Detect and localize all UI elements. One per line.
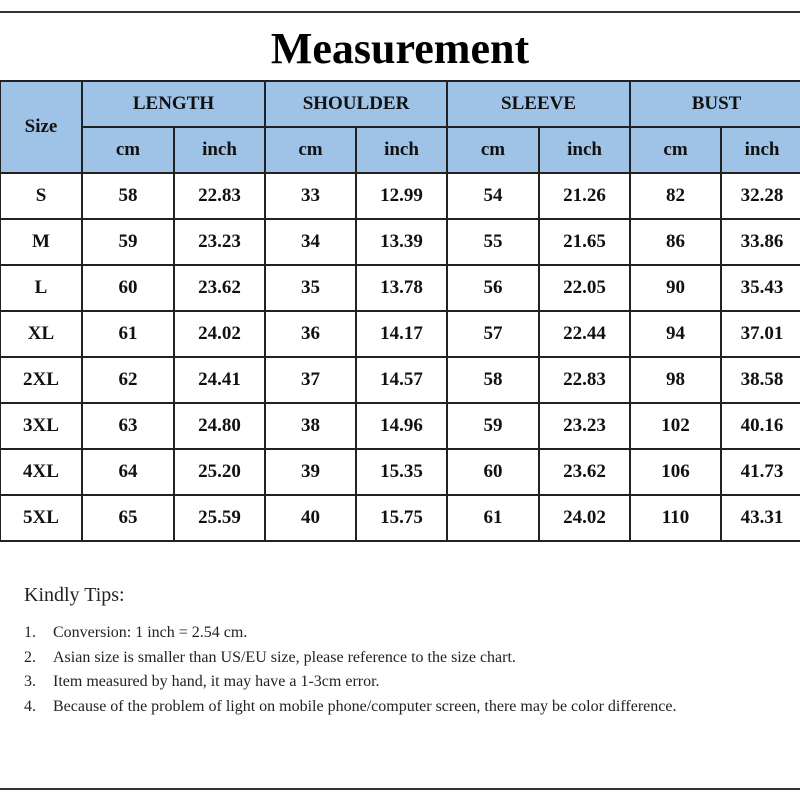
size-cell: 2XL	[0, 357, 82, 403]
value-cell: 35.43	[721, 265, 800, 311]
tip-number: 3.	[24, 673, 36, 690]
value-cell: 94	[630, 311, 721, 357]
group-header-shoulder: SHOULDER	[265, 81, 447, 127]
unit-header: cm	[447, 127, 539, 173]
value-cell: 106	[630, 449, 721, 495]
table-row	[0, 265, 800, 311]
value-cell: 82	[630, 173, 721, 219]
table-row	[0, 403, 800, 449]
value-cell: 33	[265, 173, 356, 219]
value-cell: 62	[82, 357, 174, 403]
table-row	[0, 173, 800, 219]
value-cell: 110	[630, 495, 721, 541]
value-cell: 90	[630, 265, 721, 311]
value-cell: 15.35	[356, 449, 447, 495]
value-cell: 15.75	[356, 495, 447, 541]
value-cell: 40	[265, 495, 356, 541]
value-cell: 23.23	[174, 219, 265, 265]
unit-header: inch	[539, 127, 630, 173]
value-cell: 34	[265, 219, 356, 265]
unit-header: inch	[356, 127, 447, 173]
value-cell: 12.99	[356, 173, 447, 219]
group-header-bust: BUST	[630, 81, 800, 127]
table-row	[0, 219, 800, 265]
tip-text: Conversion: 1 inch = 2.54 cm.	[53, 624, 248, 641]
value-cell: 57	[447, 311, 539, 357]
value-cell: 38	[265, 403, 356, 449]
value-cell: 22.83	[539, 357, 630, 403]
tips-heading: Kindly Tips:	[24, 584, 125, 606]
tip-text: Item measured by hand, it may have a 1-3cm error.	[53, 673, 380, 690]
tip-item	[24, 646, 744, 671]
value-cell: 56	[447, 265, 539, 311]
value-cell: 40.16	[721, 403, 800, 449]
header-row-units	[0, 127, 800, 173]
value-cell: 43.31	[721, 495, 800, 541]
value-cell: 21.26	[539, 173, 630, 219]
size-cell: S	[0, 173, 82, 219]
value-cell: 63	[82, 403, 174, 449]
value-cell: 37.01	[721, 311, 800, 357]
tip-number: 1.	[24, 624, 36, 641]
value-cell: 21.65	[539, 219, 630, 265]
value-cell: 32.28	[721, 173, 800, 219]
value-cell: 65	[82, 495, 174, 541]
value-cell: 13.39	[356, 219, 447, 265]
kindly-tips-section	[24, 584, 744, 719]
value-cell: 22.83	[174, 173, 265, 219]
value-cell: 54	[447, 173, 539, 219]
size-cell: L	[0, 265, 82, 311]
tip-item	[24, 670, 744, 695]
size-cell: 3XL	[0, 403, 82, 449]
table-row	[0, 311, 800, 357]
value-cell: 59	[82, 219, 174, 265]
size-cell: XL	[0, 311, 82, 357]
value-cell: 23.62	[539, 449, 630, 495]
unit-header: cm	[82, 127, 174, 173]
value-cell: 24.02	[539, 495, 630, 541]
tip-number: 2.	[24, 648, 36, 666]
tip-item	[24, 695, 744, 720]
unit-header: cm	[265, 127, 356, 173]
value-cell: 86	[630, 219, 721, 265]
value-cell: 14.96	[356, 403, 447, 449]
unit-header: inch	[721, 127, 800, 173]
value-cell: 37	[265, 357, 356, 403]
tip-number: 4.	[24, 697, 36, 715]
size-cell: M	[0, 219, 82, 265]
value-cell: 24.02	[174, 311, 265, 357]
value-cell: 35	[265, 265, 356, 311]
value-cell: 33.86	[721, 219, 800, 265]
value-cell: 13.78	[356, 265, 447, 311]
unit-header: inch	[174, 127, 265, 173]
value-cell: 14.17	[356, 311, 447, 357]
size-chart-table	[0, 80, 800, 542]
value-cell: 23.62	[174, 265, 265, 311]
header-row-groups	[0, 81, 800, 127]
page-title: Measurement	[270, 24, 530, 73]
value-cell: 23.23	[539, 403, 630, 449]
tips-list	[24, 621, 744, 719]
table-row	[0, 357, 800, 403]
group-header-sleeve: SLEEVE	[447, 81, 630, 127]
bottom-divider	[0, 788, 800, 790]
value-cell: 39	[265, 449, 356, 495]
group-header-length: LENGTH	[82, 81, 265, 127]
value-cell: 55	[447, 219, 539, 265]
tip-text: Because of the problem of light on mobile phone/computer screen, there may be color difference.	[53, 697, 677, 715]
size-cell: 4XL	[0, 449, 82, 495]
tip-text: Asian size is smaller than US/EU size, please reference to the size chart.	[53, 648, 516, 666]
value-cell: 25.59	[174, 495, 265, 541]
value-cell: 58	[447, 357, 539, 403]
value-cell: 41.73	[721, 449, 800, 495]
table-row	[0, 449, 800, 495]
tip-item	[24, 621, 744, 646]
value-cell: 60	[82, 265, 174, 311]
value-cell: 38.58	[721, 357, 800, 403]
value-cell: 36	[265, 311, 356, 357]
unit-header: cm	[630, 127, 721, 173]
value-cell: 98	[630, 357, 721, 403]
value-cell: 58	[82, 173, 174, 219]
top-divider	[0, 11, 800, 13]
value-cell: 61	[82, 311, 174, 357]
value-cell: 64	[82, 449, 174, 495]
value-cell: 24.80	[174, 403, 265, 449]
value-cell: 14.57	[356, 357, 447, 403]
value-cell: 24.41	[174, 357, 265, 403]
value-cell: 102	[630, 403, 721, 449]
value-cell: 60	[447, 449, 539, 495]
value-cell: 22.05	[539, 265, 630, 311]
value-cell: 25.20	[174, 449, 265, 495]
value-cell: 61	[447, 495, 539, 541]
value-cell: 59	[447, 403, 539, 449]
table-row	[0, 495, 800, 541]
value-cell: 22.44	[539, 311, 630, 357]
size-cell: 5XL	[0, 495, 82, 541]
size-column-header: Size	[0, 81, 82, 173]
